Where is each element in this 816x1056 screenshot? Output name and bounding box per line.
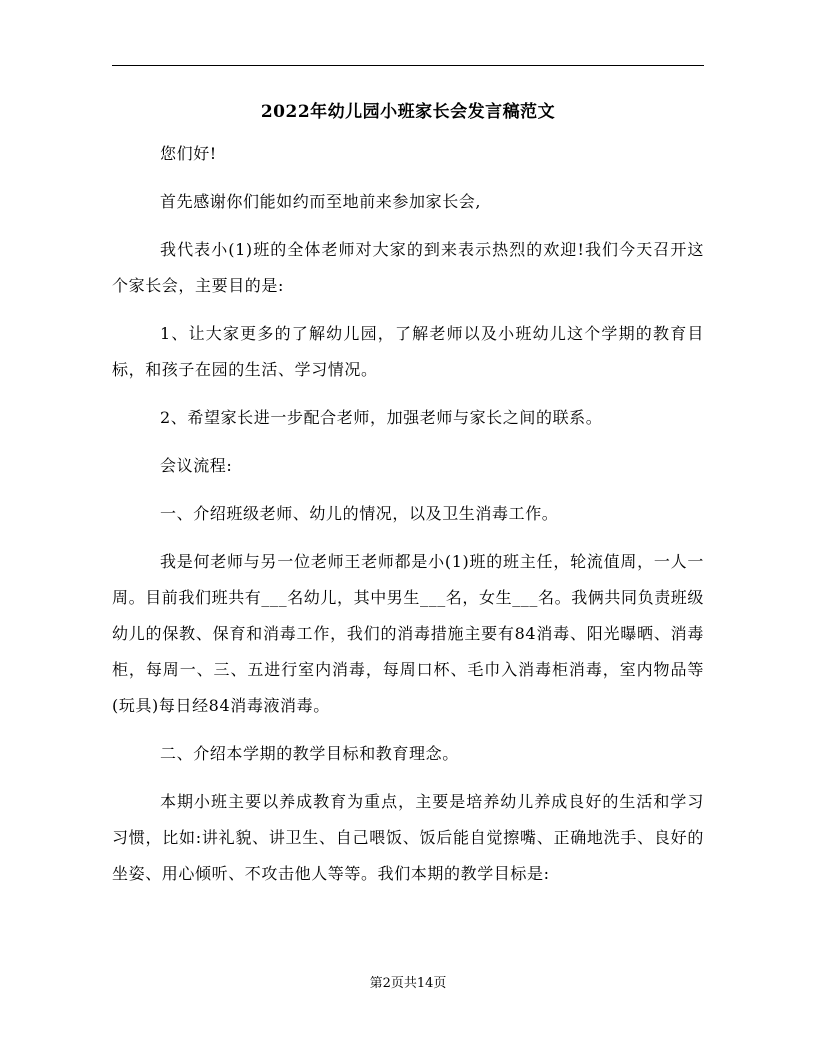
document-body <box>112 136 704 904</box>
page-number-footer: 第2页共14页 <box>369 976 447 991</box>
paragraph-agenda-heading: 会议流程: <box>160 456 233 475</box>
paragraph-purpose-2: 2、希望家长进一步配合老师，加强老师与家长之间的联系。 <box>160 408 603 427</box>
paragraph-section-1-heading: 一、介绍班级老师、幼儿的情况，以及卫生消毒工作。 <box>160 504 559 523</box>
paragraph-thanks: 首先感谢你们能如约而至地前来参加家长会, <box>160 192 482 211</box>
paragraph-welcome: 我代表小(1)班的全体老师对大家的到来表示热烈的欢迎!我们今天召开这个家长会，主要目的是: <box>112 240 704 295</box>
paragraph-greeting: 您们好! <box>160 144 217 163</box>
paragraph-purpose-1: 1、让大家更多的了解幼儿园，了解老师以及小班幼儿这个学期的教育目标，和孩子在园的生活、学习情况。 <box>112 324 704 379</box>
paragraph-teaching-goals: 本期小班主要以养成教育为重点，主要是培养幼儿养成良好的生活和学习习惯，比如:讲礼貌、讲卫生、自己喂饭、饭后能自觉擦嘴、正确地洗手、良好的坐姿、用心倾听、不攻击他人等等。我们本期的教学目标是: <box>112 792 704 883</box>
document-title: 2022年幼儿园小班家长会发言稿范文 <box>260 102 556 122</box>
header-rule <box>112 65 704 66</box>
paragraph-section-2-heading: 二、介绍本学期的教学目标和教育理念。 <box>160 744 459 763</box>
paragraph-teacher-intro: 我是何老师与另一位老师王老师都是小(1)班的班主任，轮流值周，一人一周。目前我们班共有___名幼儿，其中男生___名，女生___名。我俩共同负责班级幼儿的保教、保育和消毒工作，我们的消毒措施主要有84消毒、阳光曝晒、消毒柜，每周一、三、五进行室内消毒，每周口杯、毛巾入消毒柜消毒，室内物品等(玩具)每日经84消毒液消毒。 <box>112 552 705 715</box>
